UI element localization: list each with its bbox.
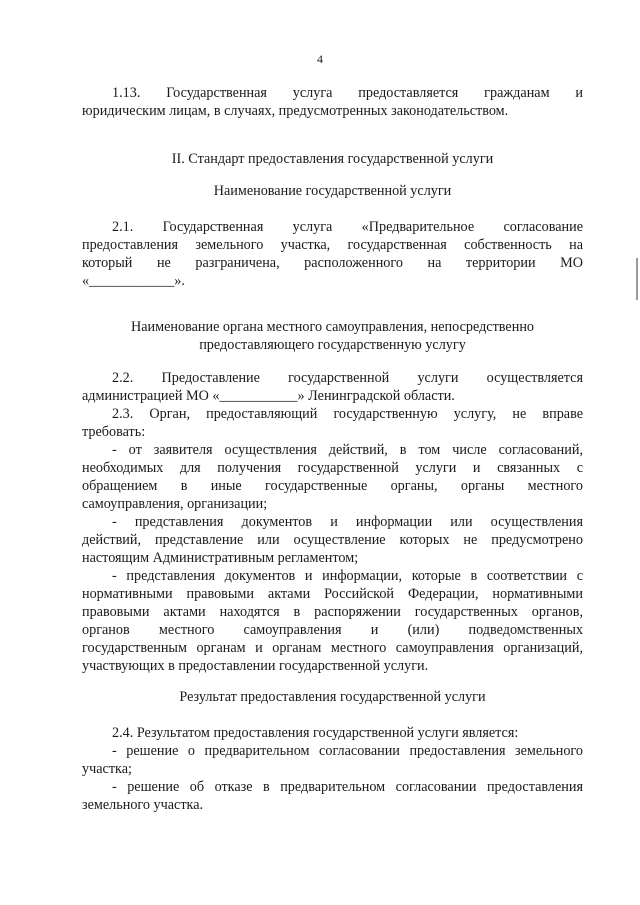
bullet-item-1 <box>82 441 583 513</box>
bullet-item-2 <box>82 513 583 567</box>
paragraph-1-13 <box>82 84 583 120</box>
paragraph-line: юридическим лицам, в случаях, предусмотренных законодательством. <box>82 103 509 119</box>
section-2-title <box>82 150 583 168</box>
paragraph-line: - решение об отказе в предварительном согласовании предоставления <box>112 779 583 795</box>
paragraph-line: 2.4. Результатом предоставления государственной услуги является: <box>112 725 519 741</box>
organ-name-heading <box>82 318 583 354</box>
paragraph-line: нормативными правовыми актами Российской Федерации, нормативными <box>82 586 583 602</box>
paragraph-2-4 <box>82 724 583 742</box>
service-name-heading <box>82 182 583 200</box>
paragraph-line: земельного участка. <box>82 797 204 813</box>
paragraph-line: администрацией МО «___________» Ленинградской области. <box>82 388 455 404</box>
subsection-heading: Результат предоставления государственной услуги <box>179 689 486 705</box>
result-item-1 <box>82 742 583 778</box>
paragraph-line: правовыми актами находятся в распоряжении государственных органов, <box>82 604 583 620</box>
paragraph-2-1 <box>82 218 583 290</box>
paragraph-2-2 <box>82 369 583 405</box>
paragraph-line: действий, представление или осуществление которых не предусмотрено <box>82 532 583 548</box>
paragraph-line: участка; <box>82 761 132 777</box>
paragraph-line: «____________». <box>82 273 185 289</box>
paragraph-line: - решение о предварительном согласовании предоставления земельного <box>112 743 583 759</box>
paragraph-line: - от заявителя осуществления действий, в том числе согласований, <box>112 442 583 458</box>
paragraph-line: - представления документов и информации или осуществления <box>112 514 583 530</box>
paragraph-line: государственным органам и органам местного самоуправления организаций, <box>82 640 583 656</box>
page-number: 4 <box>317 52 323 66</box>
result-heading <box>82 688 583 706</box>
paragraph-line: органов местного самоуправления и (или) подведомственных <box>82 622 583 638</box>
paragraph-line: участвующих в предоставлении государственной услуги. <box>82 658 429 674</box>
paragraph-line: 2.3. Орган, предоставляющий государственную услугу, не вправе <box>112 406 583 422</box>
subsection-heading: Наименование государственной услуги <box>213 183 452 199</box>
paragraph-line: 1.13. Государственная услуга предоставляется гражданам и <box>112 85 583 101</box>
paragraph-line: необходимых для получения государственной услуги и связанных с <box>82 460 583 476</box>
subsection-heading-line: Наименование органа местного самоуправления, непосредственно <box>131 319 534 335</box>
subsection-heading-line: предоставляющего государственную услугу <box>199 337 466 353</box>
paragraph-line: 2.1. Государственная услуга «Предварительное согласование <box>112 219 583 235</box>
paragraph-line: 2.2. Предоставление государственной услуги осуществляется <box>112 370 583 386</box>
paragraph-line: требовать: <box>82 424 146 440</box>
paragraph-2-3 <box>82 405 583 441</box>
paragraph-line: настоящим Административным регламентом; <box>82 550 359 566</box>
section-heading: II. Стандарт предоставления государственной услуги <box>171 151 494 167</box>
paragraph-line: предоставления земельного участка, государственная собственность на <box>82 237 583 253</box>
paragraph-line: обращением в иные государственные органы, органы местного <box>82 478 583 494</box>
paragraph-line: - представления документов и информации, которые в соответствии с <box>112 568 583 584</box>
paragraph-line: самоуправления, организации; <box>82 496 268 512</box>
bullet-item-3 <box>82 567 583 675</box>
paragraph-line: который не разграничена, расположенного на территории МО <box>82 255 583 271</box>
scan-edge-mark <box>636 258 638 300</box>
result-item-2 <box>82 778 583 814</box>
